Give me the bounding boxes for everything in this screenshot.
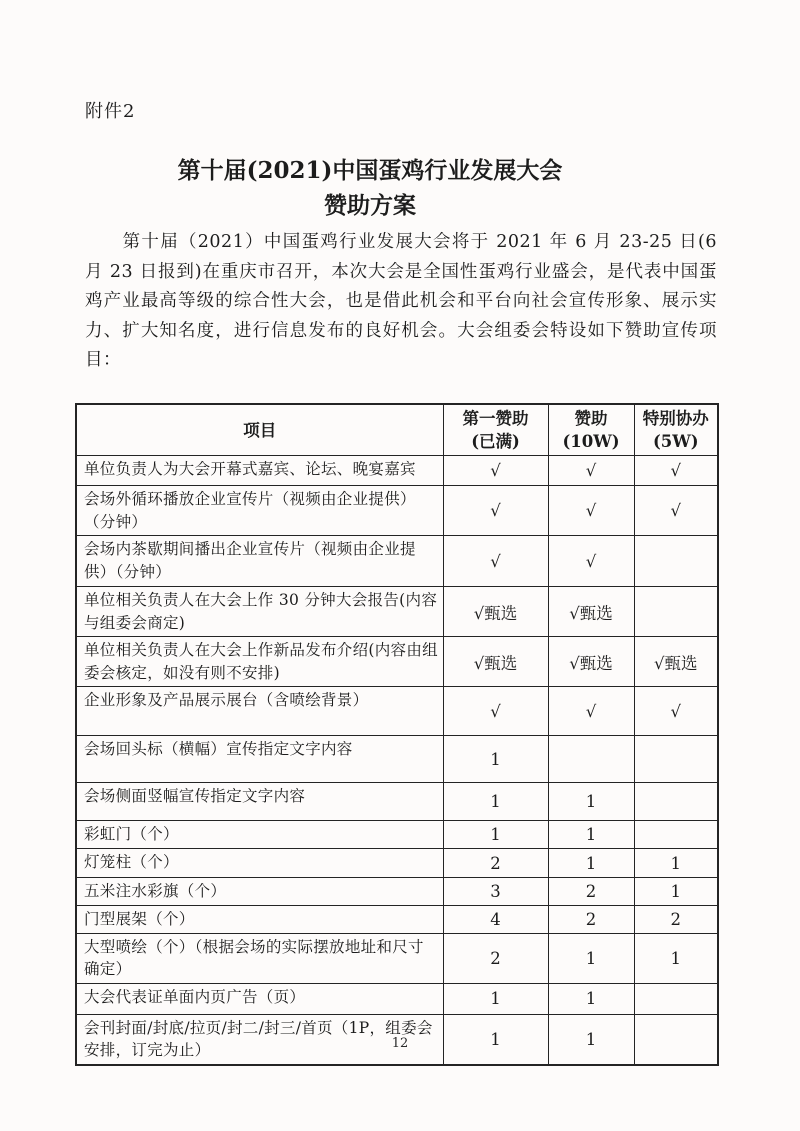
item-cell: 会刊封面/封底/拉页/封二/封三/首页（1P，组委会安排，订完为止） (76, 1014, 443, 1065)
table-row (76, 687, 718, 736)
document-title (0, 153, 740, 223)
table-row (76, 878, 718, 906)
first-sponsor-cell: 1 (443, 1014, 548, 1065)
item-cell: 单位相关负责人在大会上作 30 分钟大会报告(内容与组委会商定) (76, 587, 443, 637)
item-cell: 单位相关负责人在大会上作新品发布介绍(内容由组委会核定，如没有则不安排) (76, 637, 443, 687)
special-cell (634, 587, 718, 637)
header-item-label: 项目 (243, 420, 277, 440)
special-cell: 1 (634, 849, 718, 878)
special-cell: 2 (634, 905, 718, 933)
header-sponsor-line1: 赞助 (574, 409, 608, 428)
sponsor-cell: 1 (548, 933, 634, 983)
special-cell: √ (634, 687, 718, 736)
table-row (76, 736, 718, 783)
first-sponsor-cell: 2 (443, 933, 548, 983)
table-row (76, 821, 718, 849)
item-cell: 彩虹门（个） (76, 821, 443, 849)
intro-paragraph: 第十届（2021）中国蛋鸡行业发展大会将于 2021 年 6 月 23-25 日(6 月 23 日报到)在重庆市召开，本次大会是全国性蛋鸡行业盛会，是代表中国蛋鸡产业最高等级的综合性大会，也是借此机会和平台向社会宣传形象、展示实力、扩大知名度，进行信息发布的良好机会。大会组委会特设如下赞助宣传项目： (85, 232, 717, 370)
first-sponsor-cell: √ (443, 456, 548, 486)
sponsor-cell: 1 (548, 783, 634, 821)
page-number: 12 (391, 1036, 409, 1051)
special-cell: 1 (634, 878, 718, 906)
sponsor-cell: √ (548, 536, 634, 587)
first-sponsor-cell: 3 (443, 878, 548, 906)
sponsorship-table-header (76, 404, 718, 456)
table-row (76, 587, 718, 637)
special-cell: √ (634, 456, 718, 486)
special-cell (634, 983, 718, 1014)
header-special-line2: (5W) (652, 432, 699, 451)
special-cell (634, 783, 718, 821)
sponsorship-table (75, 403, 719, 1066)
item-cell: 五米注水彩旗（个） (76, 878, 443, 906)
attachment-label: 附件2 (85, 101, 136, 122)
first-sponsor-cell: √ (443, 687, 548, 736)
special-cell: √甄选 (634, 637, 718, 687)
document-title-line1: 第十届(2021)中国蛋鸡行业发展大会 (177, 157, 563, 184)
table-row (76, 456, 718, 486)
header-special (634, 404, 718, 456)
first-sponsor-cell: √ (443, 486, 548, 536)
first-sponsor-cell: 1 (443, 783, 548, 821)
table-row (76, 637, 718, 687)
sponsor-cell: 2 (548, 905, 634, 933)
header-sponsor-line2: (10W) (562, 432, 620, 451)
item-cell: 灯笼柱（个） (76, 849, 443, 878)
header-first-sponsor (443, 404, 548, 456)
item-cell: 大型喷绘（个）（根据会场的实际摆放地址和尺寸确定） (76, 933, 443, 983)
item-cell: 单位负责人为大会开幕式嘉宾、论坛、晚宴嘉宾 (76, 456, 443, 486)
special-cell: 1 (634, 933, 718, 983)
first-sponsor-cell: 2 (443, 849, 548, 878)
first-sponsor-cell: √甄选 (443, 587, 548, 637)
item-cell: 会场外循环播放企业宣传片（视频由企业提供）（分钟） (76, 486, 443, 536)
sponsor-cell: 2 (548, 878, 634, 906)
special-cell (634, 536, 718, 587)
table-row (76, 983, 718, 1014)
table-row (76, 849, 718, 878)
document-title-line2: 赞助方案 (324, 192, 416, 219)
special-cell: √ (634, 486, 718, 536)
header-first-sponsor-line1: 第一赞助 (462, 409, 529, 428)
item-cell: 大会代表证单面内页广告（页） (76, 983, 443, 1014)
first-sponsor-cell: 1 (443, 983, 548, 1014)
item-cell: 企业形象及产品展示展台（含喷绘背景） (76, 687, 443, 736)
table-row (76, 783, 718, 821)
item-cell: 门型展架（个） (76, 905, 443, 933)
sponsor-cell: 1 (548, 1014, 634, 1065)
sponsor-cell: √ (548, 486, 634, 536)
item-cell: 会场侧面竖幅宣传指定文字内容 (76, 783, 443, 821)
sponsor-cell: 1 (548, 983, 634, 1014)
header-item (76, 404, 443, 456)
header-sponsor (548, 404, 634, 456)
first-sponsor-cell: 1 (443, 736, 548, 783)
header-special-line1: 特别协办 (642, 409, 709, 428)
special-cell (634, 821, 718, 849)
first-sponsor-cell: √ (443, 536, 548, 587)
sponsor-cell: √甄选 (548, 587, 634, 637)
first-sponsor-cell: √甄选 (443, 637, 548, 687)
sponsor-cell: √ (548, 456, 634, 486)
sponsor-cell: √甄选 (548, 637, 634, 687)
special-cell (634, 736, 718, 783)
sponsor-table-body (76, 456, 718, 1065)
table-row (76, 486, 718, 536)
sponsor-cell: √ (548, 687, 634, 736)
item-cell: 会场内茶歇期间播出企业宣传片（视频由企业提供）（分钟） (76, 536, 443, 587)
item-cell: 会场回头标（横幅）宣传指定文字内容 (76, 736, 443, 783)
table-row (76, 905, 718, 933)
table-row (76, 933, 718, 983)
header-first-sponsor-line2: (已满) (471, 432, 520, 451)
sponsor-cell: 1 (548, 821, 634, 849)
sponsor-cell: 1 (548, 849, 634, 878)
table-row (76, 536, 718, 587)
sponsor-cell (548, 736, 634, 783)
header-row (76, 404, 718, 456)
first-sponsor-cell: 1 (443, 821, 548, 849)
first-sponsor-cell: 4 (443, 905, 548, 933)
